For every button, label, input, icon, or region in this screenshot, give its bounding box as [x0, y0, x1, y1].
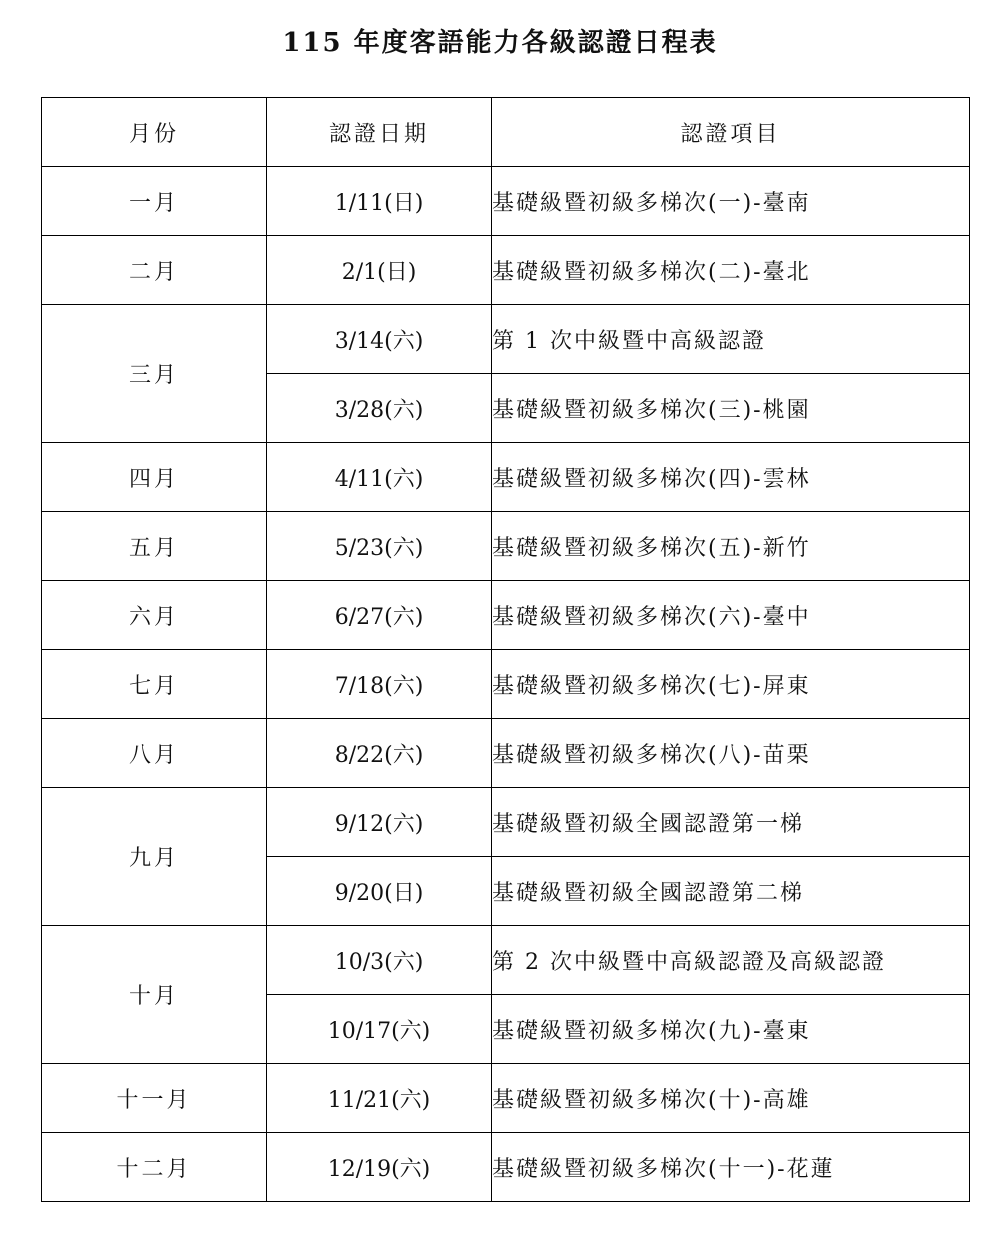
- table-row: [42, 305, 970, 374]
- month-cell: 六月: [42, 581, 267, 650]
- month-cell: 八月: [42, 719, 267, 788]
- month-cell: 四月: [42, 443, 267, 512]
- item-cell: 基礎級暨初級多梯次(十一)-花蓮: [492, 1133, 970, 1202]
- month-cell: 九月: [42, 788, 267, 926]
- date-cell: 3/14(六): [267, 305, 492, 374]
- date-cell: 9/12(六): [267, 788, 492, 857]
- table-row: [42, 236, 970, 305]
- date-cell: 8/22(六): [267, 719, 492, 788]
- item-cell: 基礎級暨初級多梯次(三)-桃園: [492, 374, 970, 443]
- date-cell: 12/19(六): [267, 1133, 492, 1202]
- header-month: 月份: [42, 98, 267, 167]
- month-cell: 一月: [42, 167, 267, 236]
- item-cell: 第 2 次中級暨中高級認證及高級認證: [492, 926, 970, 995]
- month-cell: 五月: [42, 512, 267, 581]
- date-cell: 6/27(六): [267, 581, 492, 650]
- date-cell: 3/28(六): [267, 374, 492, 443]
- header-item: 認證項目: [492, 98, 970, 167]
- date-cell: 10/17(六): [267, 995, 492, 1064]
- table-row: [42, 788, 970, 857]
- item-cell: 第 1 次中級暨中高級認證: [492, 305, 970, 374]
- item-cell: 基礎級暨初級多梯次(四)-雲林: [492, 443, 970, 512]
- schedule-table: [41, 97, 970, 1202]
- date-cell: 9/20(日): [267, 857, 492, 926]
- date-cell: 1/11(日): [267, 167, 492, 236]
- item-cell: 基礎級暨初級多梯次(十)-高雄: [492, 1064, 970, 1133]
- month-cell: 三月: [42, 305, 267, 443]
- month-cell: 十二月: [42, 1133, 267, 1202]
- item-cell: 基礎級暨初級多梯次(七)-屏東: [492, 650, 970, 719]
- date-cell: 7/18(六): [267, 650, 492, 719]
- table-row: [42, 581, 970, 650]
- month-cell: 十一月: [42, 1064, 267, 1133]
- date-cell: 11/21(六): [267, 1064, 492, 1133]
- item-cell: 基礎級暨初級多梯次(八)-苗栗: [492, 719, 970, 788]
- item-cell: 基礎級暨初級全國認證第二梯: [492, 857, 970, 926]
- item-cell: 基礎級暨初級多梯次(九)-臺東: [492, 995, 970, 1064]
- header-date: 認證日期: [267, 98, 492, 167]
- date-cell: 5/23(六): [267, 512, 492, 581]
- table-row: [42, 512, 970, 581]
- date-cell: 10/3(六): [267, 926, 492, 995]
- item-cell: 基礎級暨初級全國認證第一梯: [492, 788, 970, 857]
- date-cell: 2/1(日): [267, 236, 492, 305]
- month-cell: 二月: [42, 236, 267, 305]
- header-row: [42, 98, 970, 167]
- month-cell: 七月: [42, 650, 267, 719]
- item-cell: 基礎級暨初級多梯次(五)-新竹: [492, 512, 970, 581]
- table-row: [42, 719, 970, 788]
- page-title: 115 年度客語能力各級認證日程表: [282, 28, 718, 58]
- item-cell: 基礎級暨初級多梯次(一)-臺南: [492, 167, 970, 236]
- table-row: [42, 926, 970, 995]
- date-cell: 4/11(六): [267, 443, 492, 512]
- item-cell: 基礎級暨初級多梯次(二)-臺北: [492, 236, 970, 305]
- month-cell: 十月: [42, 926, 267, 1064]
- table-row: [42, 167, 970, 236]
- table-row: [42, 1064, 970, 1133]
- table-row: [42, 650, 970, 719]
- table-row: [42, 1133, 970, 1202]
- item-cell: 基礎級暨初級多梯次(六)-臺中: [492, 581, 970, 650]
- table-row: [42, 443, 970, 512]
